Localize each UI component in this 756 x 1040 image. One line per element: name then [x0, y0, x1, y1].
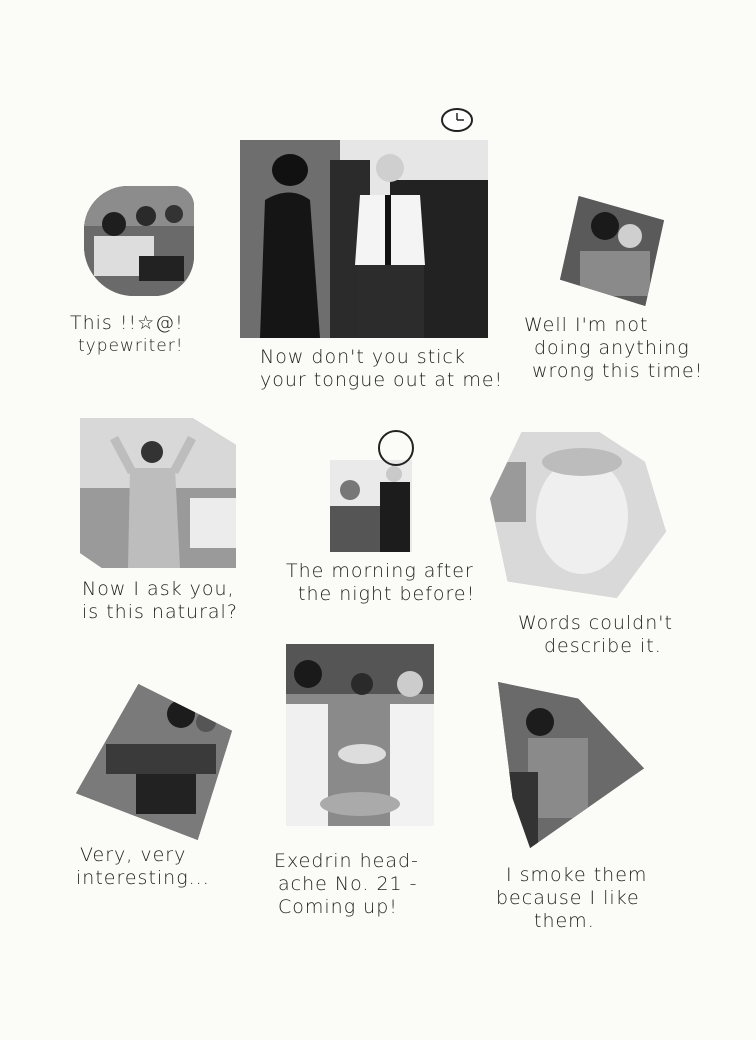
photo-morning-after — [330, 460, 412, 552]
caption-words: Words couldn't describe it. — [518, 612, 673, 657]
caption-not-wrong: Well I'm not doing anything wrong this time! — [524, 314, 704, 382]
photo-teachers-doorway — [240, 140, 488, 338]
photo-closeup-face — [490, 432, 666, 598]
photo-very-interesting — [76, 684, 232, 840]
photo-man-hands-up — [80, 418, 236, 568]
photo-smoking-boy — [498, 682, 644, 848]
caption-interesting: Very, very interesting... — [76, 844, 210, 889]
photo-typewriter-class — [84, 186, 194, 296]
caption-natural: Now I ask you, is this natural? — [82, 578, 238, 623]
caption-headache: Exedrin head- ache No. 21 - Coming up! — [274, 850, 419, 918]
caption-smoke: I smoke them because I like them. — [496, 864, 648, 932]
circle-annotation-icon — [376, 428, 416, 468]
photo-cooking-class — [286, 644, 434, 826]
wall-clock-icon — [440, 108, 474, 132]
caption-tongue: Now don't you stick your tongue out at me! — [260, 346, 504, 391]
photo-student-not-wrong — [560, 196, 664, 306]
caption-typewriter: This !!☆@! typewriter! — [70, 312, 184, 356]
caption-morning-after: The morning after the night before! — [286, 560, 476, 605]
